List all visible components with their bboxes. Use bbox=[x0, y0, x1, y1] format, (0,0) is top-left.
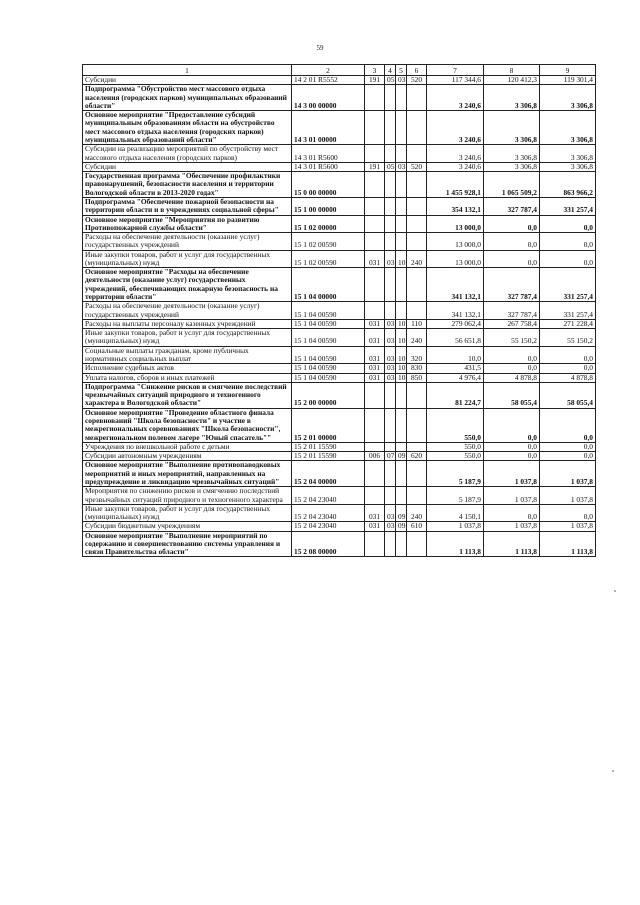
item-name: Государственная программа "Обеспечение профилактики правонарушений, безопасности населения и территории Вологодской области в 2013-2020 годах" bbox=[83, 172, 292, 198]
ministry-code bbox=[365, 172, 385, 198]
item-name: Основное мероприятие "Мероприятия по развитию Противопожарной службы области" bbox=[83, 215, 292, 233]
expense-type-code: 240 bbox=[407, 329, 427, 347]
section-code bbox=[385, 145, 396, 163]
target-article-code: 15 2 01 15590 bbox=[292, 452, 365, 461]
item-name: Расходы на обеспечение деятельности (оказание услуг) государственных учреждений bbox=[83, 233, 292, 251]
item-name: Иные закупки товаров, работ и услуг для государственных (муниципальных) нужд bbox=[83, 329, 292, 347]
amount-year-2: 0,0 bbox=[484, 250, 540, 268]
item-name: Основное мероприятие "Выполнение противопаводковых мероприятий и иных мероприятий, направленных на предупреждение и ликвидацию чрезвычайных ситуаций" bbox=[83, 461, 292, 487]
amount-year-2: 3 306,8 bbox=[484, 85, 540, 111]
subsection-code bbox=[396, 382, 407, 408]
section-code bbox=[385, 197, 396, 215]
section-code: 05 bbox=[385, 76, 396, 85]
ministry-code bbox=[365, 111, 385, 145]
table-row bbox=[83, 319, 596, 328]
ministry-code bbox=[365, 487, 385, 505]
table-row bbox=[83, 408, 596, 442]
amount-year-2: 0,0 bbox=[484, 364, 540, 373]
amount-year-1: 10,0 bbox=[427, 346, 484, 364]
subsection-code: 10 bbox=[396, 319, 407, 328]
expense-type-code: 520 bbox=[407, 76, 427, 85]
item-name: Подпрограмма "Обеспечение пожарной безопасности на территории области и в учреждениях социальной сферы" bbox=[83, 197, 292, 215]
expense-type-code: 320 bbox=[407, 346, 427, 364]
target-article-code: 15 1 00 00000 bbox=[292, 197, 365, 215]
amount-year-1: 3 240,6 bbox=[427, 111, 484, 145]
amount-year-3: 331 257,4 bbox=[540, 268, 596, 302]
target-article-code: 15 1 04 00590 bbox=[292, 329, 365, 347]
expense-type-code bbox=[407, 172, 427, 198]
column-header: 3 bbox=[365, 65, 385, 76]
column-header: 6 bbox=[407, 65, 427, 76]
item-name: Учреждения по внешкольной работе с детьми bbox=[83, 442, 292, 451]
subsection-code bbox=[396, 408, 407, 442]
target-article-code: 14 3 00 00000 bbox=[292, 85, 365, 111]
amount-year-3: 58 055,4 bbox=[540, 382, 596, 408]
target-article-code: 14 3 01 R5600 bbox=[292, 162, 365, 171]
column-header: 1 bbox=[83, 65, 292, 76]
table-row bbox=[83, 382, 596, 408]
ministry-code bbox=[365, 442, 385, 451]
amount-year-1: 431,5 bbox=[427, 364, 484, 373]
target-article-code: 15 1 02 00590 bbox=[292, 250, 365, 268]
ministry-code bbox=[365, 85, 385, 111]
expense-type-code bbox=[407, 487, 427, 505]
amount-year-2: 1 037,8 bbox=[484, 522, 540, 531]
target-article-code: 15 2 04 23040 bbox=[292, 487, 365, 505]
section-code bbox=[385, 302, 396, 320]
ministry-code: 031 bbox=[365, 364, 385, 373]
ministry-code: 191 bbox=[365, 76, 385, 85]
amount-year-2: 0,0 bbox=[484, 233, 540, 251]
amount-year-3: 0,0 bbox=[540, 442, 596, 451]
expense-type-code bbox=[407, 442, 427, 451]
amount-year-2: 0,0 bbox=[484, 504, 540, 522]
section-code: 03 bbox=[385, 522, 396, 531]
target-article-code: 14 3 01 R5600 bbox=[292, 145, 365, 163]
amount-year-3: 0,0 bbox=[540, 408, 596, 442]
ministry-code bbox=[365, 531, 385, 557]
column-header: 4 bbox=[385, 65, 396, 76]
amount-year-3: 1 037,8 bbox=[540, 522, 596, 531]
amount-year-1: 1 037,8 bbox=[427, 522, 484, 531]
expense-type-code bbox=[407, 268, 427, 302]
section-code: 03 bbox=[385, 364, 396, 373]
expense-type-code bbox=[407, 85, 427, 111]
expense-type-code bbox=[407, 302, 427, 320]
amount-year-1: 354 132,1 bbox=[427, 197, 484, 215]
amount-year-1: 3 240,6 bbox=[427, 85, 484, 111]
target-article-code: 15 2 08 00000 bbox=[292, 531, 365, 557]
subsection-code bbox=[396, 487, 407, 505]
ministry-code bbox=[365, 302, 385, 320]
section-code bbox=[385, 382, 396, 408]
amount-year-1: 5 187,9 bbox=[427, 487, 484, 505]
ministry-code bbox=[365, 382, 385, 408]
subsection-code: 09 bbox=[396, 522, 407, 531]
amount-year-2: 3 306,8 bbox=[484, 162, 540, 171]
target-article-code: 15 2 01 15590 bbox=[292, 442, 365, 451]
item-name: Субсидии на реализацию мероприятий по обустройству мест массового отдыха населения (городских парков) bbox=[83, 145, 292, 163]
item-name: Подпрограмма "Обустройство мест массового отдыха населения (городских парков) муниципальных образований области" bbox=[83, 85, 292, 111]
expense-type-code: 620 bbox=[407, 452, 427, 461]
table-row bbox=[83, 250, 596, 268]
expense-type-code bbox=[407, 233, 427, 251]
subsection-code: 03 bbox=[396, 76, 407, 85]
amount-year-3: 119 301,4 bbox=[540, 76, 596, 85]
amount-year-3: 331 257,4 bbox=[540, 197, 596, 215]
amount-year-3: 0,0 bbox=[540, 233, 596, 251]
section-code bbox=[385, 408, 396, 442]
target-article-code: 15 1 02 00590 bbox=[292, 233, 365, 251]
ministry-code bbox=[365, 215, 385, 233]
expense-type-code: 520 bbox=[407, 162, 427, 171]
amount-year-1: 3 240,6 bbox=[427, 162, 484, 171]
amount-year-1: 13 000,0 bbox=[427, 250, 484, 268]
item-name: Подпрограмма "Снижение рисков и смягчение последствий чрезвычайных ситуаций природного и техногенного характера в Вологодской области" bbox=[83, 382, 292, 408]
item-name: Субсидии автономным учреждениям bbox=[83, 452, 292, 461]
amount-year-3: 0,0 bbox=[540, 364, 596, 373]
subsection-code: 10 bbox=[396, 346, 407, 364]
expense-type-code bbox=[407, 408, 427, 442]
table-row bbox=[83, 197, 596, 215]
item-name: Расходы на обеспечение деятельности (оказание услуг) государственных учреждений bbox=[83, 302, 292, 320]
section-code: 03 bbox=[385, 373, 396, 382]
item-name: Исполнение судебных актов bbox=[83, 364, 292, 373]
ministry-code: 031 bbox=[365, 504, 385, 522]
target-article-code: 15 0 00 00000 bbox=[292, 172, 365, 198]
amount-year-1: 3 240,6 bbox=[427, 145, 484, 163]
target-article-code: 15 1 04 00590 bbox=[292, 302, 365, 320]
subsection-code bbox=[396, 215, 407, 233]
amount-year-3: 3 306,8 bbox=[540, 145, 596, 163]
ministry-code: 031 bbox=[365, 319, 385, 328]
table-row bbox=[83, 172, 596, 198]
target-article-code: 14 3 01 00000 bbox=[292, 111, 365, 145]
item-name: Социальные выплаты гражданам, кроме публичных нормативных социальных выплат bbox=[83, 346, 292, 364]
section-code: 03 bbox=[385, 329, 396, 347]
amount-year-2: 3 306,8 bbox=[484, 145, 540, 163]
section-code bbox=[385, 531, 396, 557]
ministry-code: 006 bbox=[365, 452, 385, 461]
section-code bbox=[385, 233, 396, 251]
amount-year-1: 550,0 bbox=[427, 408, 484, 442]
amount-year-1: 341 132,1 bbox=[427, 302, 484, 320]
amount-year-1: 1 113,8 bbox=[427, 531, 484, 557]
table-row bbox=[83, 85, 596, 111]
page-number: 59 bbox=[316, 44, 324, 52]
section-code: 03 bbox=[385, 504, 396, 522]
item-name: Основное мероприятие "Проведение областного финала соревнований "Школа безопасности" и участие в межрегиональных соревнованиях "Школа безопасности", межрегиональном полевом лагере "Юный спасатель"" bbox=[83, 408, 292, 442]
expense-type-code bbox=[407, 382, 427, 408]
amount-year-1: 13 000,0 bbox=[427, 215, 484, 233]
table-row bbox=[83, 504, 596, 522]
amount-year-2: 0,0 bbox=[484, 408, 540, 442]
target-article-code: 15 2 04 23040 bbox=[292, 504, 365, 522]
ministry-code bbox=[365, 197, 385, 215]
expense-type-code bbox=[407, 145, 427, 163]
amount-year-1: 13 000,0 bbox=[427, 233, 484, 251]
amount-year-3: 331 257,4 bbox=[540, 302, 596, 320]
section-code bbox=[385, 215, 396, 233]
budget-table bbox=[82, 64, 596, 557]
amount-year-3: 55 150,2 bbox=[540, 329, 596, 347]
amount-year-3: 3 306,8 bbox=[540, 111, 596, 145]
target-article-code: 15 1 04 00590 bbox=[292, 319, 365, 328]
amount-year-1: 5 187,9 bbox=[427, 461, 484, 487]
table-body bbox=[83, 76, 596, 557]
target-article-code: 15 2 00 00000 bbox=[292, 382, 365, 408]
ministry-code: 031 bbox=[365, 329, 385, 347]
item-name: Основное мероприятие "Расходы на обеспечение деятельности (оказание услуг) государственных учреждений, обеспечивающих пожарную безопасность на территории области" bbox=[83, 268, 292, 302]
table-row bbox=[83, 461, 596, 487]
subsection-code bbox=[396, 233, 407, 251]
table-row bbox=[83, 302, 596, 320]
subsection-code: 03 bbox=[396, 162, 407, 171]
expense-type-code: 240 bbox=[407, 250, 427, 268]
item-name: Иные закупки товаров, работ и услуг для государственных (муниципальных) нужд bbox=[83, 250, 292, 268]
amount-year-2: 120 412,3 bbox=[484, 76, 540, 85]
amount-year-1: 279 062,4 bbox=[427, 319, 484, 328]
section-code: 03 bbox=[385, 319, 396, 328]
table-row bbox=[83, 442, 596, 451]
subsection-code bbox=[396, 145, 407, 163]
amount-year-3: 1 037,8 bbox=[540, 461, 596, 487]
subsection-code bbox=[396, 85, 407, 111]
section-code: 03 bbox=[385, 250, 396, 268]
subsection-code bbox=[396, 442, 407, 451]
amount-year-1: 1 455 928,1 bbox=[427, 172, 484, 198]
amount-year-2: 1 037,8 bbox=[484, 487, 540, 505]
subsection-code bbox=[396, 461, 407, 487]
amount-year-1: 341 132,1 bbox=[427, 268, 484, 302]
column-header: 5 bbox=[396, 65, 407, 76]
subsection-code bbox=[396, 111, 407, 145]
target-article-code: 15 1 04 00000 bbox=[292, 268, 365, 302]
table-row bbox=[83, 452, 596, 461]
ministry-code bbox=[365, 461, 385, 487]
expense-type-code: 110 bbox=[407, 319, 427, 328]
expense-type-code: 850 bbox=[407, 373, 427, 382]
section-code bbox=[385, 172, 396, 198]
amount-year-1: 4 976,4 bbox=[427, 373, 484, 382]
table-row bbox=[83, 162, 596, 171]
amount-year-2: 327 787,4 bbox=[484, 197, 540, 215]
amount-year-3: 0,0 bbox=[540, 504, 596, 522]
amount-year-3: 0,0 bbox=[540, 452, 596, 461]
amount-year-3: 1 037,8 bbox=[540, 487, 596, 505]
amount-year-3: 0,0 bbox=[540, 346, 596, 364]
table-row bbox=[83, 268, 596, 302]
target-article-code: 15 1 04 00590 bbox=[292, 364, 365, 373]
amount-year-2: 0,0 bbox=[484, 215, 540, 233]
target-article-code: 15 2 04 00000 bbox=[292, 461, 365, 487]
item-name: Мероприятия по снижению рисков и смягчению последствий чрезвычайных ситуаций природного и техногенного характера bbox=[83, 487, 292, 505]
amount-year-1: 56 651,8 bbox=[427, 329, 484, 347]
amount-year-2: 0,0 bbox=[484, 452, 540, 461]
table-row bbox=[83, 364, 596, 373]
section-code: 03 bbox=[385, 346, 396, 364]
table-row bbox=[83, 487, 596, 505]
section-code bbox=[385, 442, 396, 451]
amount-year-2: 58 055,4 bbox=[484, 382, 540, 408]
item-name: Основное мероприятие "Выполнение мероприятий по содержанию и совершенствованию системы управления и связи Правительства области" bbox=[83, 531, 292, 557]
subsection-code bbox=[396, 268, 407, 302]
amount-year-2: 1 065 509,2 bbox=[484, 172, 540, 198]
ministry-code: 031 bbox=[365, 250, 385, 268]
amount-year-2: 55 150,2 bbox=[484, 329, 540, 347]
ministry-code bbox=[365, 408, 385, 442]
item-name: Уплата налогов, сборов и иных платежей bbox=[83, 373, 292, 382]
expense-type-code: 830 bbox=[407, 364, 427, 373]
section-code bbox=[385, 461, 396, 487]
expense-type-code bbox=[407, 215, 427, 233]
table-row bbox=[83, 233, 596, 251]
target-article-code: 15 2 01 00000 bbox=[292, 408, 365, 442]
amount-year-1: 4 150,1 bbox=[427, 504, 484, 522]
subsection-code bbox=[396, 531, 407, 557]
amount-year-2: 0,0 bbox=[484, 346, 540, 364]
item-name: Основное мероприятие "Предоставление субсидий муниципальным образованиям области на обустройство мест массового отдыха населения (городских парков) муниципальных образований области" bbox=[83, 111, 292, 145]
target-article-code: 15 1 02 00000 bbox=[292, 215, 365, 233]
amount-year-1: 117 344,6 bbox=[427, 76, 484, 85]
expense-type-code bbox=[407, 111, 427, 145]
item-name: Иные закупки товаров, работ и услуг для государственных (муниципальных) нужд bbox=[83, 504, 292, 522]
amount-year-2: 327 787,4 bbox=[484, 302, 540, 320]
item-name: Субсидии бюджетным учреждениям bbox=[83, 522, 292, 531]
subsection-code: 09 bbox=[396, 504, 407, 522]
target-article-code: 14 2 01 R5552 bbox=[292, 76, 365, 85]
amount-year-3: 1 113,8 bbox=[540, 531, 596, 557]
section-code: 07 bbox=[385, 452, 396, 461]
target-article-code: 15 2 04 23040 bbox=[292, 522, 365, 531]
ministry-code: 031 bbox=[365, 346, 385, 364]
column-header: 2 bbox=[292, 65, 365, 76]
table-row bbox=[83, 346, 596, 364]
subsection-code: 10 bbox=[396, 250, 407, 268]
scan-speck bbox=[614, 590, 616, 592]
subsection-code: 09 bbox=[396, 452, 407, 461]
amount-year-2: 1 037,8 bbox=[484, 461, 540, 487]
expense-type-code bbox=[407, 531, 427, 557]
subsection-code bbox=[396, 172, 407, 198]
item-name: Расходы на выплаты персоналу казенных учреждений bbox=[83, 319, 292, 328]
table-row bbox=[83, 215, 596, 233]
table-row bbox=[83, 522, 596, 531]
ministry-code bbox=[365, 233, 385, 251]
amount-year-3: 4 878,8 bbox=[540, 373, 596, 382]
table-row bbox=[83, 111, 596, 145]
table-row bbox=[83, 145, 596, 163]
item-name: Субсидии bbox=[83, 76, 292, 85]
amount-year-1: 550,0 bbox=[427, 452, 484, 461]
ministry-code: 191 bbox=[365, 162, 385, 171]
amount-year-2: 1 113,8 bbox=[484, 531, 540, 557]
amount-year-1: 81 224,7 bbox=[427, 382, 484, 408]
column-header: 7 bbox=[427, 65, 484, 76]
expense-type-code bbox=[407, 461, 427, 487]
ministry-code: 031 bbox=[365, 522, 385, 531]
section-code: 05 bbox=[385, 162, 396, 171]
target-article-code: 15 1 04 00590 bbox=[292, 373, 365, 382]
section-code bbox=[385, 85, 396, 111]
amount-year-3: 3 306,8 bbox=[540, 162, 596, 171]
table-row bbox=[83, 76, 596, 85]
amount-year-2: 327 787,4 bbox=[484, 268, 540, 302]
table-row bbox=[83, 373, 596, 382]
amount-year-2: 0,0 bbox=[484, 442, 540, 451]
ministry-code: 031 bbox=[365, 373, 385, 382]
amount-year-3: 3 306,8 bbox=[540, 85, 596, 111]
expense-type-code: 240 bbox=[407, 504, 427, 522]
section-code bbox=[385, 268, 396, 302]
amount-year-3: 0,0 bbox=[540, 250, 596, 268]
table-row bbox=[83, 329, 596, 347]
expense-type-code bbox=[407, 197, 427, 215]
ministry-code bbox=[365, 145, 385, 163]
amount-year-3: 863 966,2 bbox=[540, 172, 596, 198]
target-article-code: 15 1 04 00590 bbox=[292, 346, 365, 364]
scan-speck bbox=[612, 770, 614, 772]
amount-year-2: 3 306,8 bbox=[484, 111, 540, 145]
column-header: 8 bbox=[484, 65, 540, 76]
table-row bbox=[83, 531, 596, 557]
subsection-code bbox=[396, 302, 407, 320]
expense-type-code: 610 bbox=[407, 522, 427, 531]
amount-year-3: 0,0 bbox=[540, 215, 596, 233]
amount-year-3: 271 228,4 bbox=[540, 319, 596, 328]
subsection-code: 10 bbox=[396, 329, 407, 347]
item-name: Субсидии bbox=[83, 162, 292, 171]
subsection-code bbox=[396, 197, 407, 215]
column-number-row bbox=[83, 65, 596, 76]
amount-year-2: 4 878,8 bbox=[484, 373, 540, 382]
amount-year-2: 267 758,4 bbox=[484, 319, 540, 328]
amount-year-1: 550,0 bbox=[427, 442, 484, 451]
section-code bbox=[385, 487, 396, 505]
ministry-code bbox=[365, 268, 385, 302]
subsection-code: 10 bbox=[396, 364, 407, 373]
subsection-code: 10 bbox=[396, 373, 407, 382]
column-header: 9 bbox=[540, 65, 596, 76]
section-code bbox=[385, 111, 396, 145]
